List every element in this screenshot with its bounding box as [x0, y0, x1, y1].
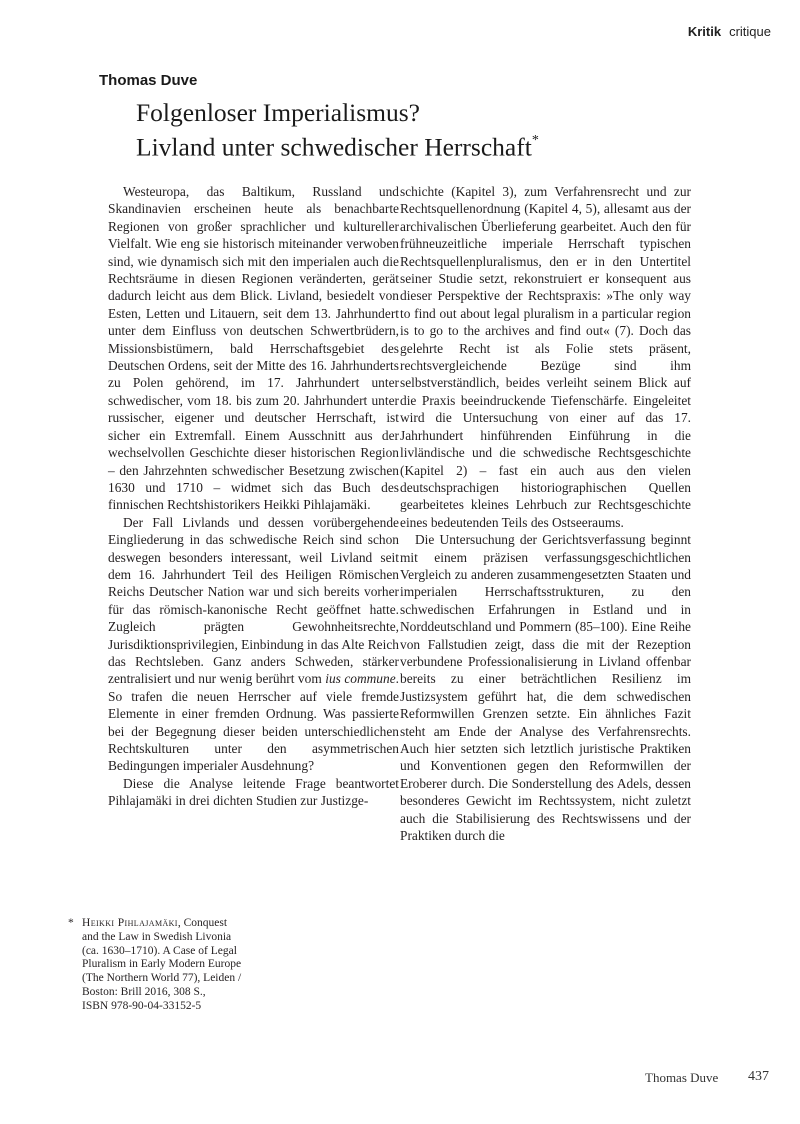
footer-author: Thomas Duve — [645, 1070, 719, 1085]
footnote-line-7: ISBN 978-90-04-33152-5 — [82, 999, 202, 1012]
footnote-book-author: Heikki Pihlajamäki — [82, 917, 178, 929]
article-author: Thomas Duve — [99, 72, 198, 89]
page-number: 437 — [748, 1069, 769, 1084]
paragraph-4: Die Untersuchung der Gerichtsverfassung beginnt mit einem präzisen verfassungsgeschichtlichen Vergleich zu anderen zusammengesetzten Staaten und imperialen Herrschaftsstrukturen, zu den schwedischen Erfahrungen in Estland und in Norddeutschland und Pommern (85–100). Eine Reihe von Fallstudien zeigt, dass die mit der Rezeption verbundene Professionalisierung in Livland offenbar bereits zu einer beträchtlichen Resilienz im Justizsystem geführt hat, die dem schwedischen Reformwillen Grenzen setzte. Ein ähnliches Fazit steht am Ende der Analyse des Verfahrensrechts. Auch hier setzten sich letztlich juristische Praktiken und Konventionen gegen den Reformwillen der Eroberer durch. Die Sonderstellung des Adels, dessen besonderes Gewicht im Rechtssystem, nicht zuletzt auch die Stabilisierung des Rechtswissens und der Praktiken durch die — [400, 532, 691, 844]
paragraph-2: Der Fall Livlands und dessen vorübergehende Eingliederung in das schwedische Reich sind schon deswegen besonders interessant, weil Livland seit dem 16. Jahrhundert Teil des Heiligen Römischen Reichs Deutscher Nation war und sich bereits vorher für das römisch-kanonische Recht geöffnet hatte. Zugleich prägten Gewohnheitsrechte, Jurisdiktionsprivilegien, Einbindung in das Alte Reich das Rechtsleben. Ganz anders Schweden, stärker zentralisiert und nur wenig berührt vom ius commune. So trafen die neuen Herrscher auf viele fremde Elemente in einer fremden Ordnung. Was passierte bei der Begegnung dieser beiden unterschiedlichen Rechtskulturen unter den asymmetrischen Bedingungen imperialer Ausdehnung? — [108, 514, 399, 774]
column-right — [400, 183, 691, 844]
footnote-line-1 — [82, 917, 241, 931]
footnote-line-5: (The Northern World 77), Leiden / — [82, 972, 242, 985]
article-title — [136, 98, 539, 163]
footnote-line-6: Boston: Brill 2016, 308 S., — [82, 985, 206, 998]
running-header — [688, 24, 771, 39]
title-line-2-text: Livland unter schwedischer Herrschaft — [136, 132, 532, 162]
section-label: Kritik — [687, 24, 722, 39]
paragraph-3: Diese die Analyse leitende Frage beantwortet Pihlajamäki in drei dichten Studien zur Justizge- — [108, 775, 399, 809]
footnote-line-1-text: , Conquest — [177, 917, 228, 929]
footnote-line-3: (ca. 1630–1710). A Case of Legal — [82, 944, 237, 957]
column-left — [108, 183, 399, 810]
paragraph-3-continued: schichte (Kapitel 3), zum Verfahrensrecht und zur Rechtsquellenordnung (Kapitel 4, 5), allesamt aus der archivalischen Überlieferung gearbeitet. Auch den für frühneuzeitliche imperiale Herrschaft typischen Rechtsquellenpluralismus, den er in den Untertitel seiner Studie setzt, rekonstruiert er konsequent aus dieser Perspektive der Rechtspraxis: »The only way to find out about legal pluralism in a particular region is to go to the archives and find out« (7). Doch das gelehrte Recht ist als Folie stets präsent, rechtsvergleichende Bezüge sind ihm selbstverständlich, beides verleiht seinem Blick auf die Praxis beeindruckende Tiefenschärfe. Eingeleitet wird die Untersuchung von einer auf das 17. Jahrhundert hinführenden Einführung in die livländische und die schwedische Rechtsgeschichte (Kapitel 2) – fast ein auch aus den vielen deutschsprachigen historiographischen Quellen gearbeitetes kleines Lehrbuch zur Rechtsgeschichte eines bedeutenden Teils des Ostseeraums. — [400, 184, 691, 530]
title-line-2 — [136, 128, 539, 163]
italic-term: ius commune — [325, 671, 396, 687]
paragraph-1: Westeuropa, das Baltikum, Russland und Skandinavien erscheinen heute als benachbarte Regionen von großer sprachlicher und kultureller Vielfalt. Wie eng sie historisch miteinander verwoben sind, wie dynamisch sich mit den imperialen auch die Rechtsräume in diesen Regionen veränderten, gerät dadurch leicht aus dem Blick. Livland, besiedelt von Esten, Letten und Litauern, seit dem 13. Jahrhundert unter dem Einfluss von deutschen Schwertbrüdern, Missionsbistümern, bald Herrschaftsgebiet des Deutschen Ordens, seit der Mitte des 16. Jahrhunderts zu Polen gehörend, im 17. Jahrhundert unter schwedischer, vom 18. bis zum 20. Jahrhundert unter russischer, eigener und deutscher Herrschaft, ist sicher ein Extremfall. Einem Ausschnitt aus der wechselvollen Geschichte dieser historischen Region – den Jahrzehnten schwedischer Besetzung zwischen 1630 und 1710 – widmet sich das Buch des finnischen Rechtshistorikers Heikki Pihlajamäki. — [108, 184, 399, 513]
title-line-1: Folgenloser Imperialismus? — [136, 98, 420, 127]
title-footnote-mark: * — [531, 133, 539, 148]
footnote-line-4: Pluralism in Early Modern Europe — [82, 958, 242, 971]
footnote-mark: * — [68, 917, 74, 929]
subsection-label: critique — [729, 24, 771, 39]
footnote-text — [82, 917, 241, 1014]
footnote-line-2: and the Law in Swedish Livonia — [82, 930, 232, 943]
